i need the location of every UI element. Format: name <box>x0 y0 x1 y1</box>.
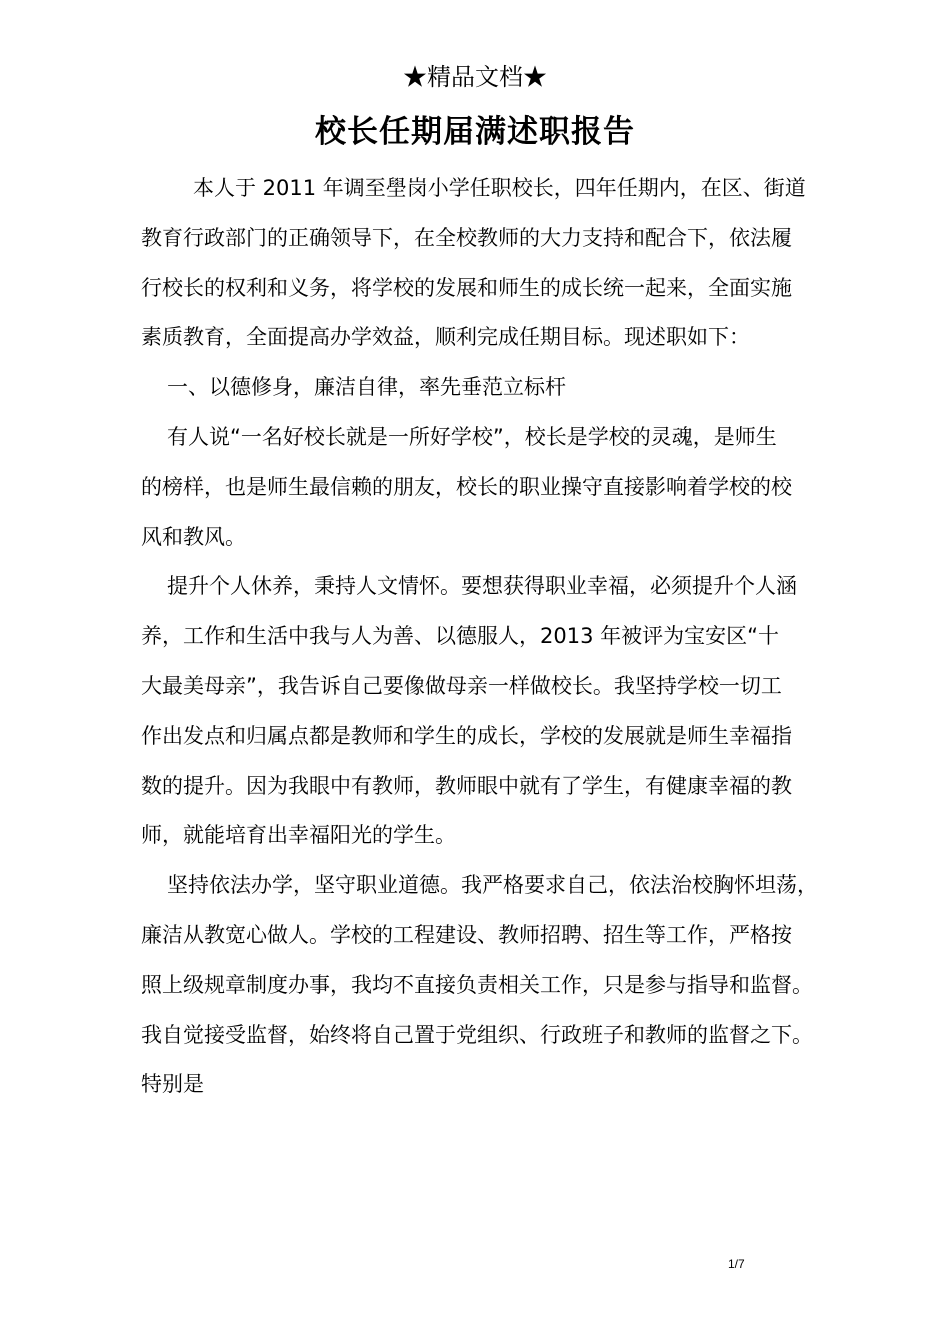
paragraph-line: 大最美母亲”，我告诉自己要像做母亲一样做校长。我坚持学校一切工 <box>141 673 782 698</box>
paragraph-line: 素质教育，全面提高办学效益，顺利完成任期目标。现述职如下： <box>141 325 750 350</box>
document-body <box>141 164 861 1110</box>
paragraph-line: 数的提升。因为我眼中有教师，教师眼中就有了学生，有健康幸福的教 <box>141 773 792 798</box>
paragraph-line: 坚持依法办学，坚守职业道德。我严格要求自己，依法治校胸怀坦荡， <box>167 873 818 898</box>
paragraph-line: 我自觉接受监督，始终将自己置于党组织、行政班子和教师的监督之下。 <box>141 1022 813 1047</box>
paragraph-line: 廉洁从教宽心做人。学校的工程建设、教师招聘、招生等工作，严格按 <box>141 922 792 947</box>
paragraph-line: 师，就能培育出幸福阳光的学生。 <box>141 823 456 848</box>
paragraph-line: 作出发点和归属点都是教师和学生的成长，学校的发展就是师生幸福指 <box>141 723 792 748</box>
paragraph-line: 照上级规章制度办事，我均不直接负责相关工作，只是参与指导和监督。 <box>141 972 813 997</box>
paragraph-line: 的榜样，也是师生最信赖的朋友，校长的职业操守直接影响着学校的校 <box>141 474 792 499</box>
page-title: 校长任期届满述职报告 <box>315 114 635 150</box>
header-mark: ★精品文档★ <box>403 63 547 91</box>
section-heading: 一、以德修身，廉洁自律，率先垂范立标杆 <box>167 375 566 400</box>
paragraph-line: 行校长的权利和义务，将学校的发展和师生的成长统一起来，全面实施 <box>141 275 792 300</box>
paragraph-line: 本人于 2011 年调至壆岗小学任职校长，四年任期内，在区、街道 <box>193 176 806 200</box>
paragraph-line: 特别是 <box>141 1072 204 1097</box>
paragraph-line: 提升个人休养，秉持人文情怀。要想获得职业幸福，必须提升个人涵 <box>167 574 797 599</box>
paragraph-line: 有人说“一名好校长就是一所好学校”，校长是学校的灵魂，是师生 <box>167 424 777 449</box>
paragraph-line: 教育行政部门的正确领导下，在全校教师的大力支持和配合下，依法履 <box>141 225 792 250</box>
page-number: 1/7 <box>728 1257 745 1271</box>
paragraph-line: 风和教风。 <box>141 524 246 549</box>
paragraph-line: 养，工作和生活中我与人为善、以德服人，2013 年被评为宝安区“十 <box>141 624 779 649</box>
